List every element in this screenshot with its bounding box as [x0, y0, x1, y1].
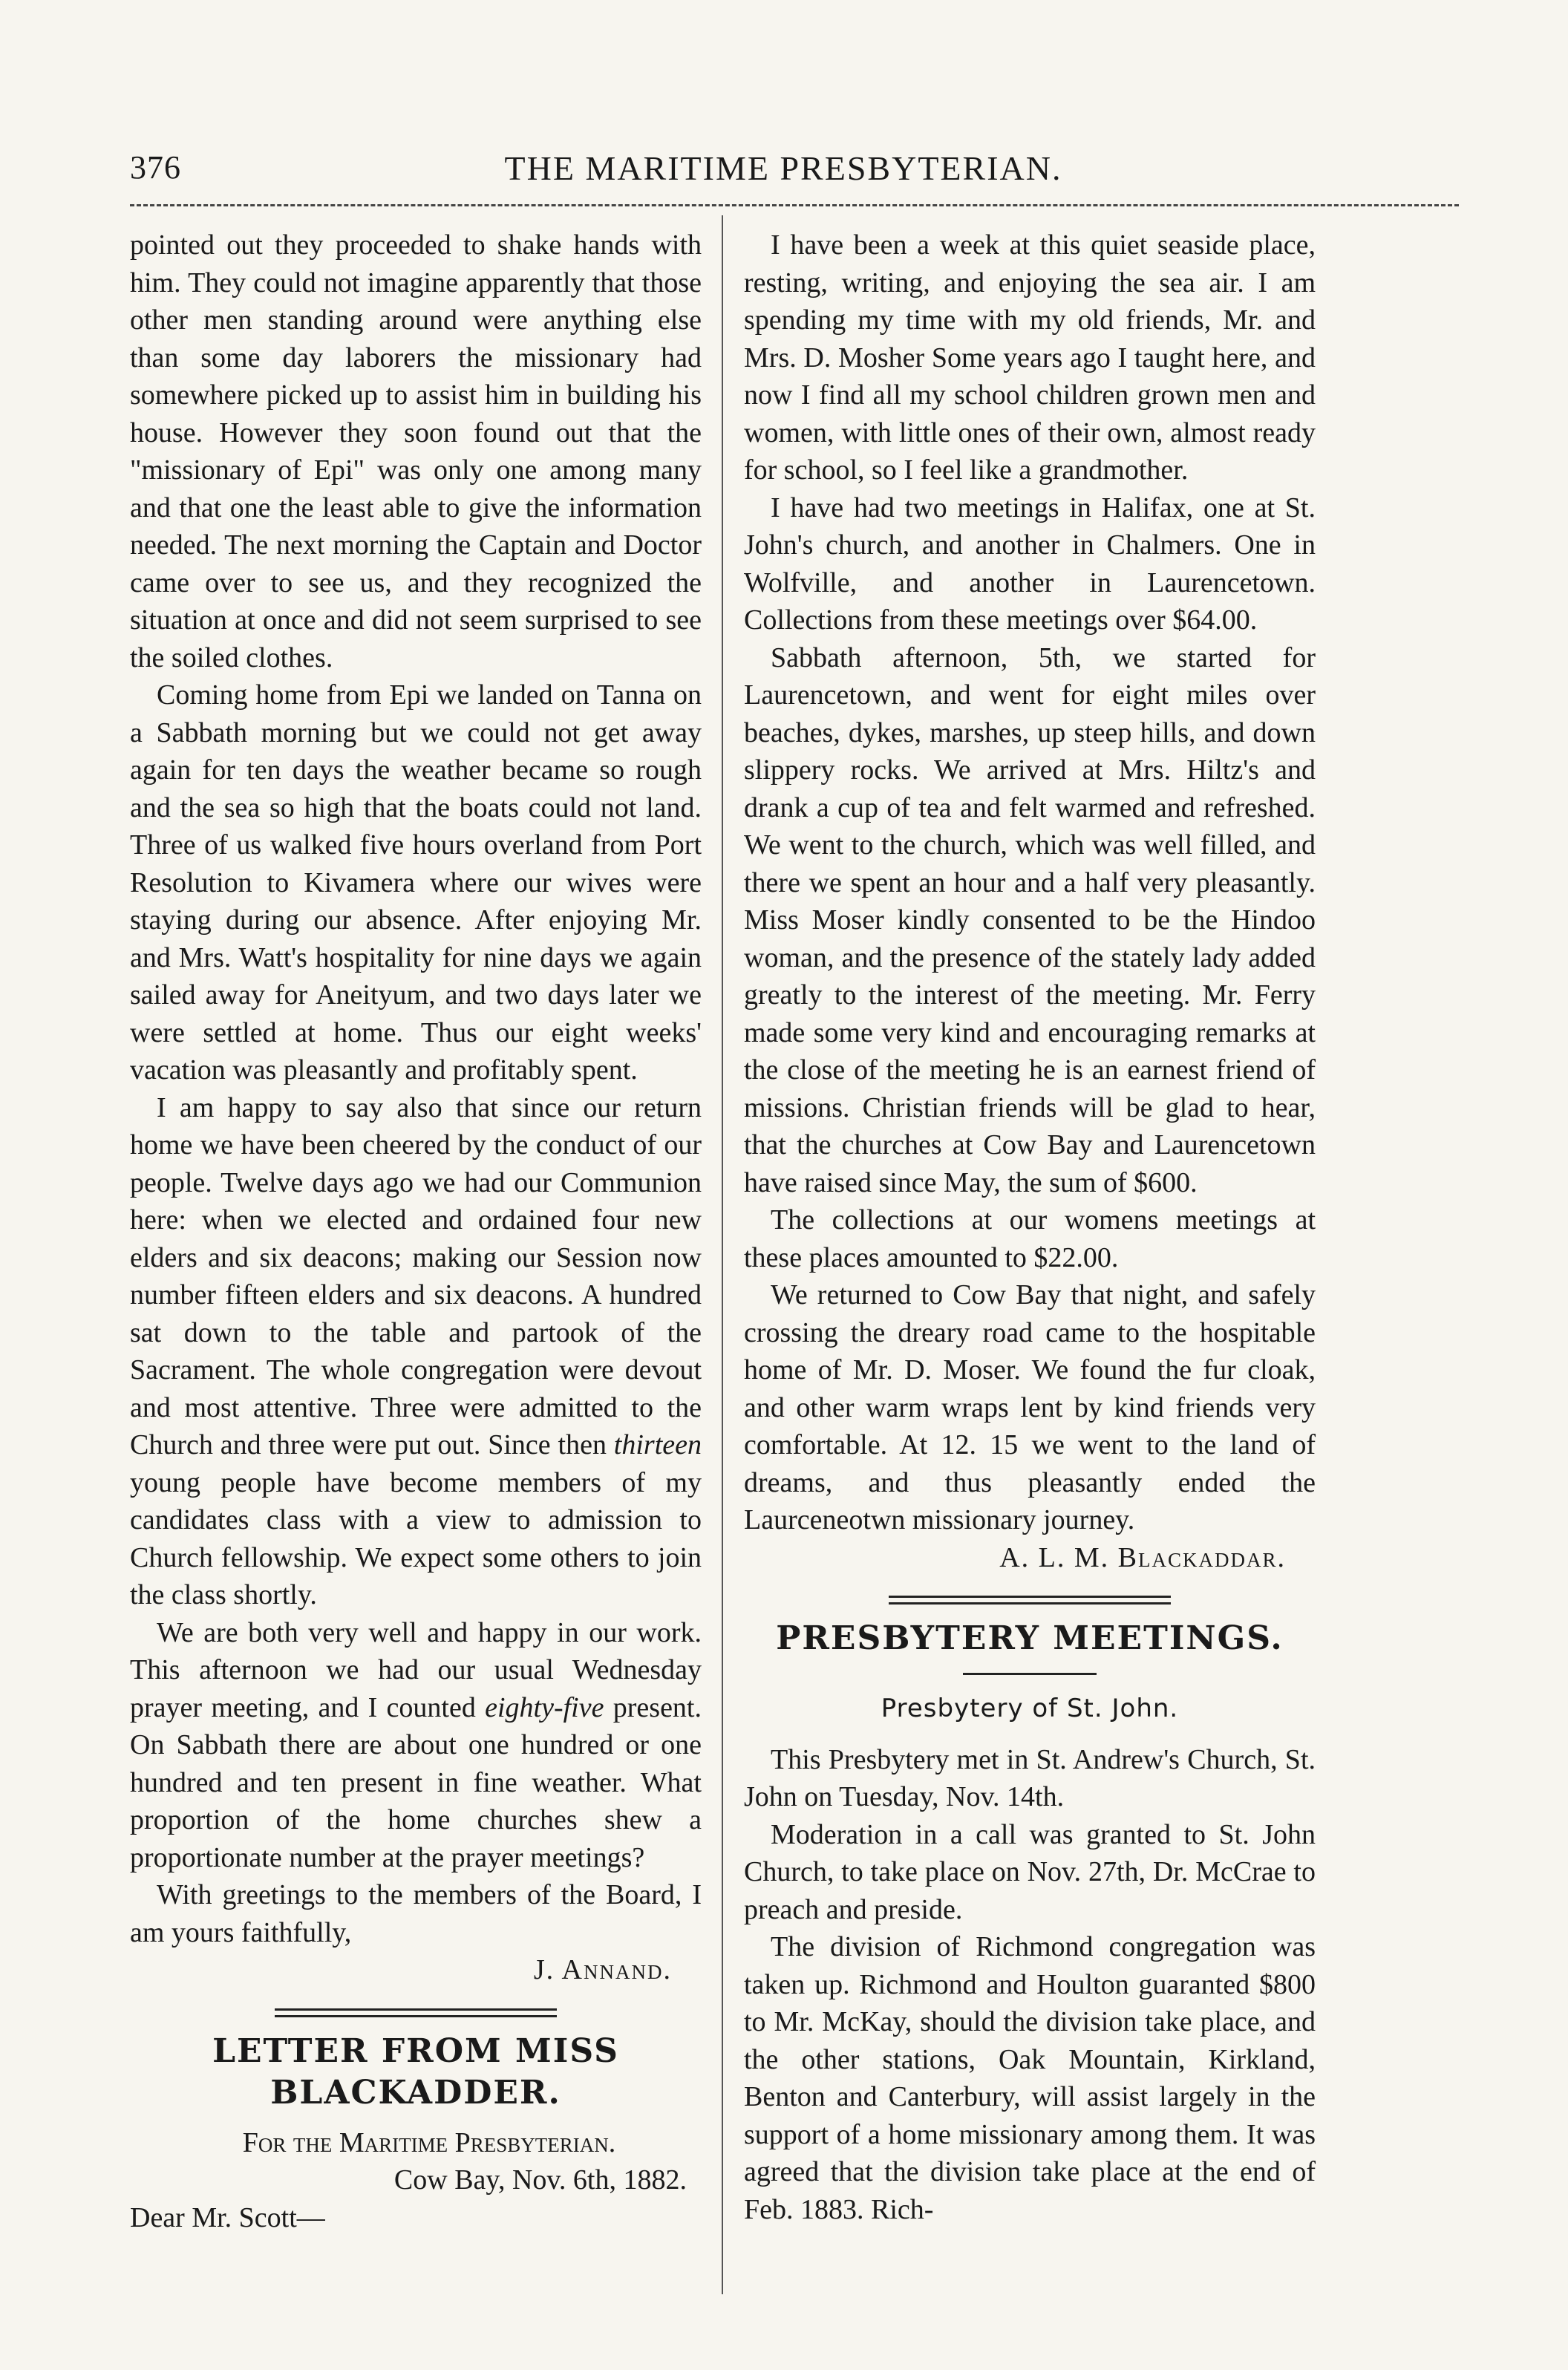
header-rule — [130, 204, 1459, 206]
double-rule — [275, 2008, 557, 2017]
paragraph: Coming home from Epi we landed on Tanna on a Sabbath morning but we could not get away again for ten days the weather became so rough and the sea so high that the boats could not land. Three of us walked five hours overland from Port Resolution to Kivamera where our wives were staying during our absence. After enjoying Mr. and Mrs. Watt's hospitality for nine days we again sailed away for Aneityum, and two days later we were settled at home. Thus our eight weeks' vacation was pleasantly and profitably spent. — [130, 679, 702, 1086]
paragraph: Moderation in a call was granted to St. John Church, to take place on Nov. 27th, Dr. McCrae to preach and preside. — [744, 1818, 1316, 1925]
letter-heading: LETTER FROM MISS BLACKADDER. — [212, 2031, 619, 2112]
paragraph: The collections at our womens meetings at these places amounted to $22.00. — [744, 1204, 1316, 1273]
paragraph: The division of Richmond congregation was taken up. Richmond and Houlton guaranted $800 to Mr. McKay, should the division take place, and the other stations, Oak Mountain, Kirkland, Benton and Canterbury, will assist largely in the support of a home missionary among them. It was agreed that the division take place at the end of Feb. 1883. Rich- — [744, 1931, 1316, 2225]
right-column — [744, 226, 1316, 2228]
paragraph: I have had two meetings in Halifax, one at St. John's church, and another in Chalmers. One in Wolfville, and another in Laurencetown. Collections from these meetings over $64.00. — [744, 492, 1316, 636]
sub-heading: Presbytery of St. John. — [881, 1694, 1179, 1723]
paragraph: We returned to Cow Bay that night, and safely crossing the dreary road came to the hospitable home of Mr. D. Moser. We found the fur cloak, and other warm wraps lent by kind friends very comfortable. At 12. 15 we went to the land of dreams, and thus pleasantly ended the Laurceneotwn missionary journey. — [744, 1279, 1316, 1535]
paragraph: I have been a week at this quiet seaside place, resting, writing, and enjoying the sea air. I am spending my time with my old friends, Mr. and Mrs. D. Mosher Some years ago I taught here, and now I find all my school children grown men and women, with little ones of their own, almost ready for school, so I feel like a grandmother. — [744, 229, 1316, 486]
text-run: present. On Sabbath there are about one hundred or one hundred and ten present in fine weather. What proportion of the home churches shew a proportionate number at the prayer meetings? — [130, 1691, 702, 1873]
letter-salutation: Dear Mr. Scott— — [130, 2201, 325, 2233]
page-number: 376 — [130, 149, 181, 186]
paragraph: With greetings to the members of the Board, I am yours faithfully, — [130, 1879, 702, 1948]
signature: J. Annand. — [533, 1954, 672, 1985]
page-title: THE MARITIME PRESBYTERIAN. — [504, 149, 1062, 187]
column-divider — [722, 215, 723, 2294]
signature: A. L. M. Blackaddar. — [999, 1541, 1286, 1573]
section-heading: PRESBYTERY MEETINGS. — [776, 1619, 1284, 1657]
double-rule — [889, 1596, 1171, 1605]
text-run: young people have become members of my candidates class with a view to admission to Church fellowship. We expect some others to join the class shortly. — [130, 1466, 702, 1610]
paragraph: pointed out they proceeded to shake hands with him. They could not imagine apparently that those other men standing around were anything else than some day laborers the missionary had somewhere picked up to assist him in building his house. However they soon found out that the "missionary of Epi" was only one among many and that one the least able to give the information needed. The next morning the Captain and Doctor came over to see us, and they recognized the situation at once and did not seem surprised to see the soiled clothes. — [130, 229, 702, 673]
italic-text: thirteen — [613, 1429, 702, 1460]
italic-text: eighty-five — [485, 1691, 604, 1723]
letter-for-line: For the Maritime Presbyterian. — [242, 2126, 616, 2158]
text-run: We are both very well and happy in our work. This afternoon we had our usual Wednesday prayer meeting, and I counted — [130, 1616, 702, 1723]
paragraph — [130, 1089, 702, 1614]
paragraph — [130, 1614, 702, 1877]
short-rule — [963, 1673, 1097, 1675]
paragraph: This Presbytery met in St. Andrew's Church, St. John on Tuesday, Nov. 14th. — [744, 1743, 1316, 1812]
paragraph: Sabbath afternoon, 5th, we started for Laurencetown, and went for eight miles over beaches, dykes, marshes, up steep hills, and down slippery rocks. We arrived at Mrs. Hiltz's and drank a cup of tea and felt warmed and refreshed. We went to the church, which was well filled, and there we spent an hour and a half very pleasantly. Miss Moser kindly consented to be the Hindoo woman, and the presence of the stately lady added greatly to the interest of the meeting. Mr. Ferry made some very kind and encouraging remarks at the close of the meeting he is an earnest friend of missions. Christian friends will be glad to hear, that the churches at Cow Bay and Laurencetown have raised since May, the sum of $600. — [744, 642, 1316, 1198]
text-run: I am happy to say also that since our return home we have been cheered by the conduct of our people. Twelve days ago we had our Communion here: when we elected and ordained four new elders and six deacons; making our Session now number fifteen elders and six deacons. A hundred sat down to the table and partook of the Sacrament. The whole congregation were devout and most attentive. Three were admitted to the Church and three were put out. Since then — [130, 1091, 702, 1460]
letter-dateline: Cow Bay, Nov. 6th, 1882. — [393, 2164, 687, 2196]
page-header — [130, 148, 1459, 193]
left-column — [130, 226, 702, 2236]
